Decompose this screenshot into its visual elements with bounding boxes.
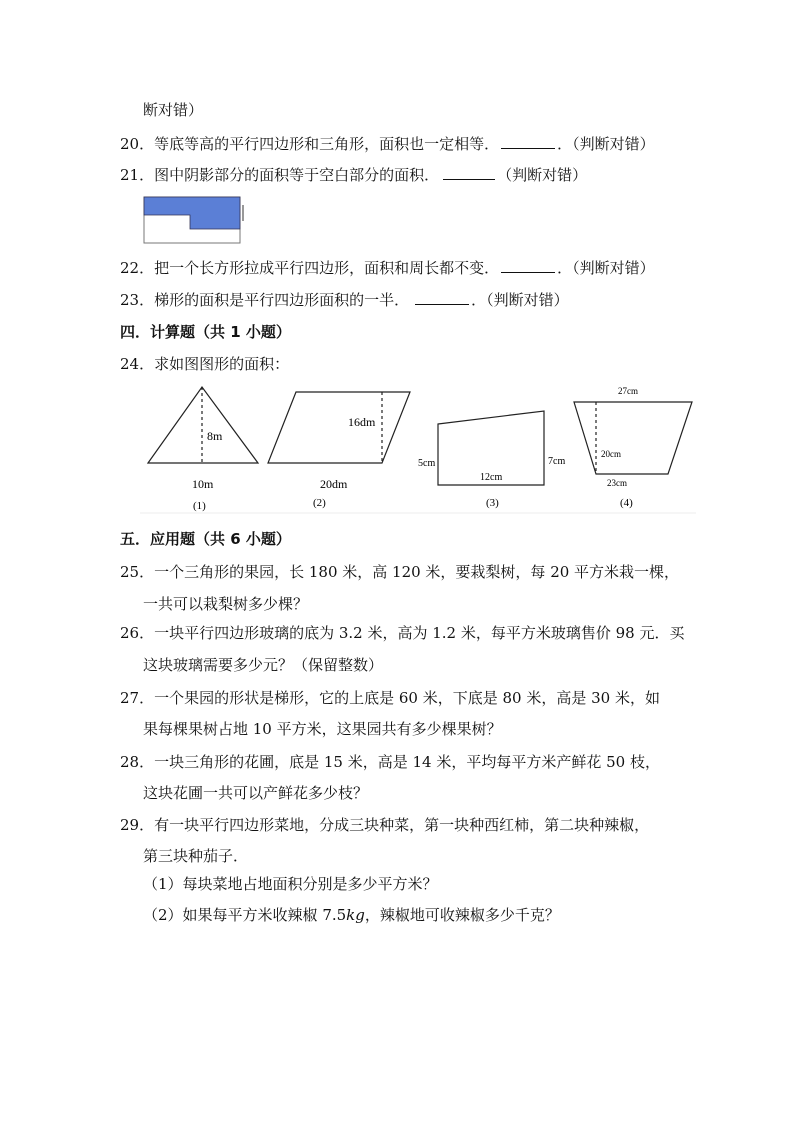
q26-line2: 这块玻璃需要多少元？（保留整数） xyxy=(143,656,384,674)
q26-line1: 26．一块平行四边形玻璃的底为 3.2 米，高为 1.2 米，每平方米玻璃售价 98 元．买 xyxy=(120,624,685,642)
q22-text: 把一个长方形拉成平行四边形，面积和周长都不变． xyxy=(154,259,500,277)
fig4-bottom-label: 23cm xyxy=(607,478,627,488)
q24-text: 求如图图形的面积： xyxy=(154,355,290,373)
question-21 xyxy=(120,165,587,185)
q29-sub2-unit: kg xyxy=(346,906,365,924)
q21-text: 图中阴影部分的面积等于空白部分的面积． xyxy=(154,166,440,184)
fig3-left-label: 5cm xyxy=(418,458,436,469)
fig2-base-label: 20dm xyxy=(320,477,348,491)
q21-end: （判断对错） xyxy=(497,166,588,184)
fig4-trapezoid xyxy=(574,402,692,474)
q29-sub2-a: （2）如果每平方米收辣椒 7.5 xyxy=(143,906,347,924)
section-5-heading: 五．应用题（共 6 小题） xyxy=(120,530,291,548)
question-23 xyxy=(120,290,569,310)
fig4-height-label: 20cm xyxy=(601,449,621,459)
q29-sub1: （1）每块菜地占地面积分别是多少平方米？ xyxy=(143,875,438,893)
q24-figures xyxy=(140,382,696,514)
fig2-height-label: 16dm xyxy=(348,415,376,429)
q22-blank[interactable] xyxy=(501,258,555,273)
q22-num: 22． xyxy=(120,259,155,277)
q27-line1: 27．一个果园的形状是梯形，它的上底是 60 米，下底是 80 米，高是 30 米，如 xyxy=(120,689,660,707)
fig3-caption: (3) xyxy=(486,497,499,509)
fig3-right-label: 7cm xyxy=(548,456,566,467)
q27-line2: 果每棵果树占地 10 平方米，这果园共有多少棵果树？ xyxy=(143,720,502,738)
q20-blank[interactable] xyxy=(501,134,555,149)
q19-tail: 断对错） xyxy=(143,101,204,119)
q23-text: 梯形的面积是平行四边形面积的一半． xyxy=(154,291,410,309)
q22-end: ．（判断对错） xyxy=(557,259,655,277)
q20-text: 等底等高的平行四边形和三角形，面积也一定相等． xyxy=(154,135,500,153)
q23-end: ．（判断对错） xyxy=(471,291,569,309)
q23-num: 23． xyxy=(120,291,155,309)
question-22 xyxy=(120,258,655,278)
q29-line1: 29．有一块平行四边形菜地，分成三块种菜，第一块种西红柿，第二块种辣椒， xyxy=(120,816,650,834)
q25-line2: 一共可以栽梨树多少棵？ xyxy=(143,595,309,613)
q28-line2: 这块花圃一共可以产鲜花多少枝？ xyxy=(143,784,369,802)
q29-sub2-b: ，辣椒地可收辣椒多少千克？ xyxy=(364,906,560,924)
section-4-heading: 四．计算题（共 1 小题） xyxy=(120,323,291,341)
q29-sub2 xyxy=(143,905,560,925)
q21-figure xyxy=(141,195,245,247)
q21-blank[interactable] xyxy=(443,165,495,180)
question-20 xyxy=(120,134,655,154)
q20-num: 20． xyxy=(120,135,155,153)
fig2-caption: (2) xyxy=(313,497,326,509)
q29-line2: 第三块种茄子． xyxy=(143,847,249,865)
fig4-top-label: 27cm xyxy=(618,386,638,396)
q28-line1: 28．一块三角形的花圃，底是 15 米，高是 14 米，平均每平方米产鲜花 50 枝， xyxy=(120,753,660,771)
fig1-caption: (1) xyxy=(193,500,206,512)
fig4-caption: (4) xyxy=(620,497,633,509)
fig3-bottom-label: 12cm xyxy=(480,472,503,483)
question-24 xyxy=(120,354,289,374)
fig1-base-label: 10m xyxy=(192,477,214,491)
q24-num: 24． xyxy=(120,355,155,373)
q23-blank[interactable] xyxy=(415,290,469,305)
q20-end: ．（判断对错） xyxy=(557,135,655,153)
q25-line1: 25．一个三角形的果园，长 180 米，高 120 米，要栽梨树，每 20 平方米栽一棵， xyxy=(120,563,680,581)
fig1-height-label: 8m xyxy=(207,429,223,443)
q21-num: 21． xyxy=(120,166,155,184)
fig1-triangle xyxy=(148,387,258,463)
fig2-parallelogram xyxy=(268,392,410,463)
